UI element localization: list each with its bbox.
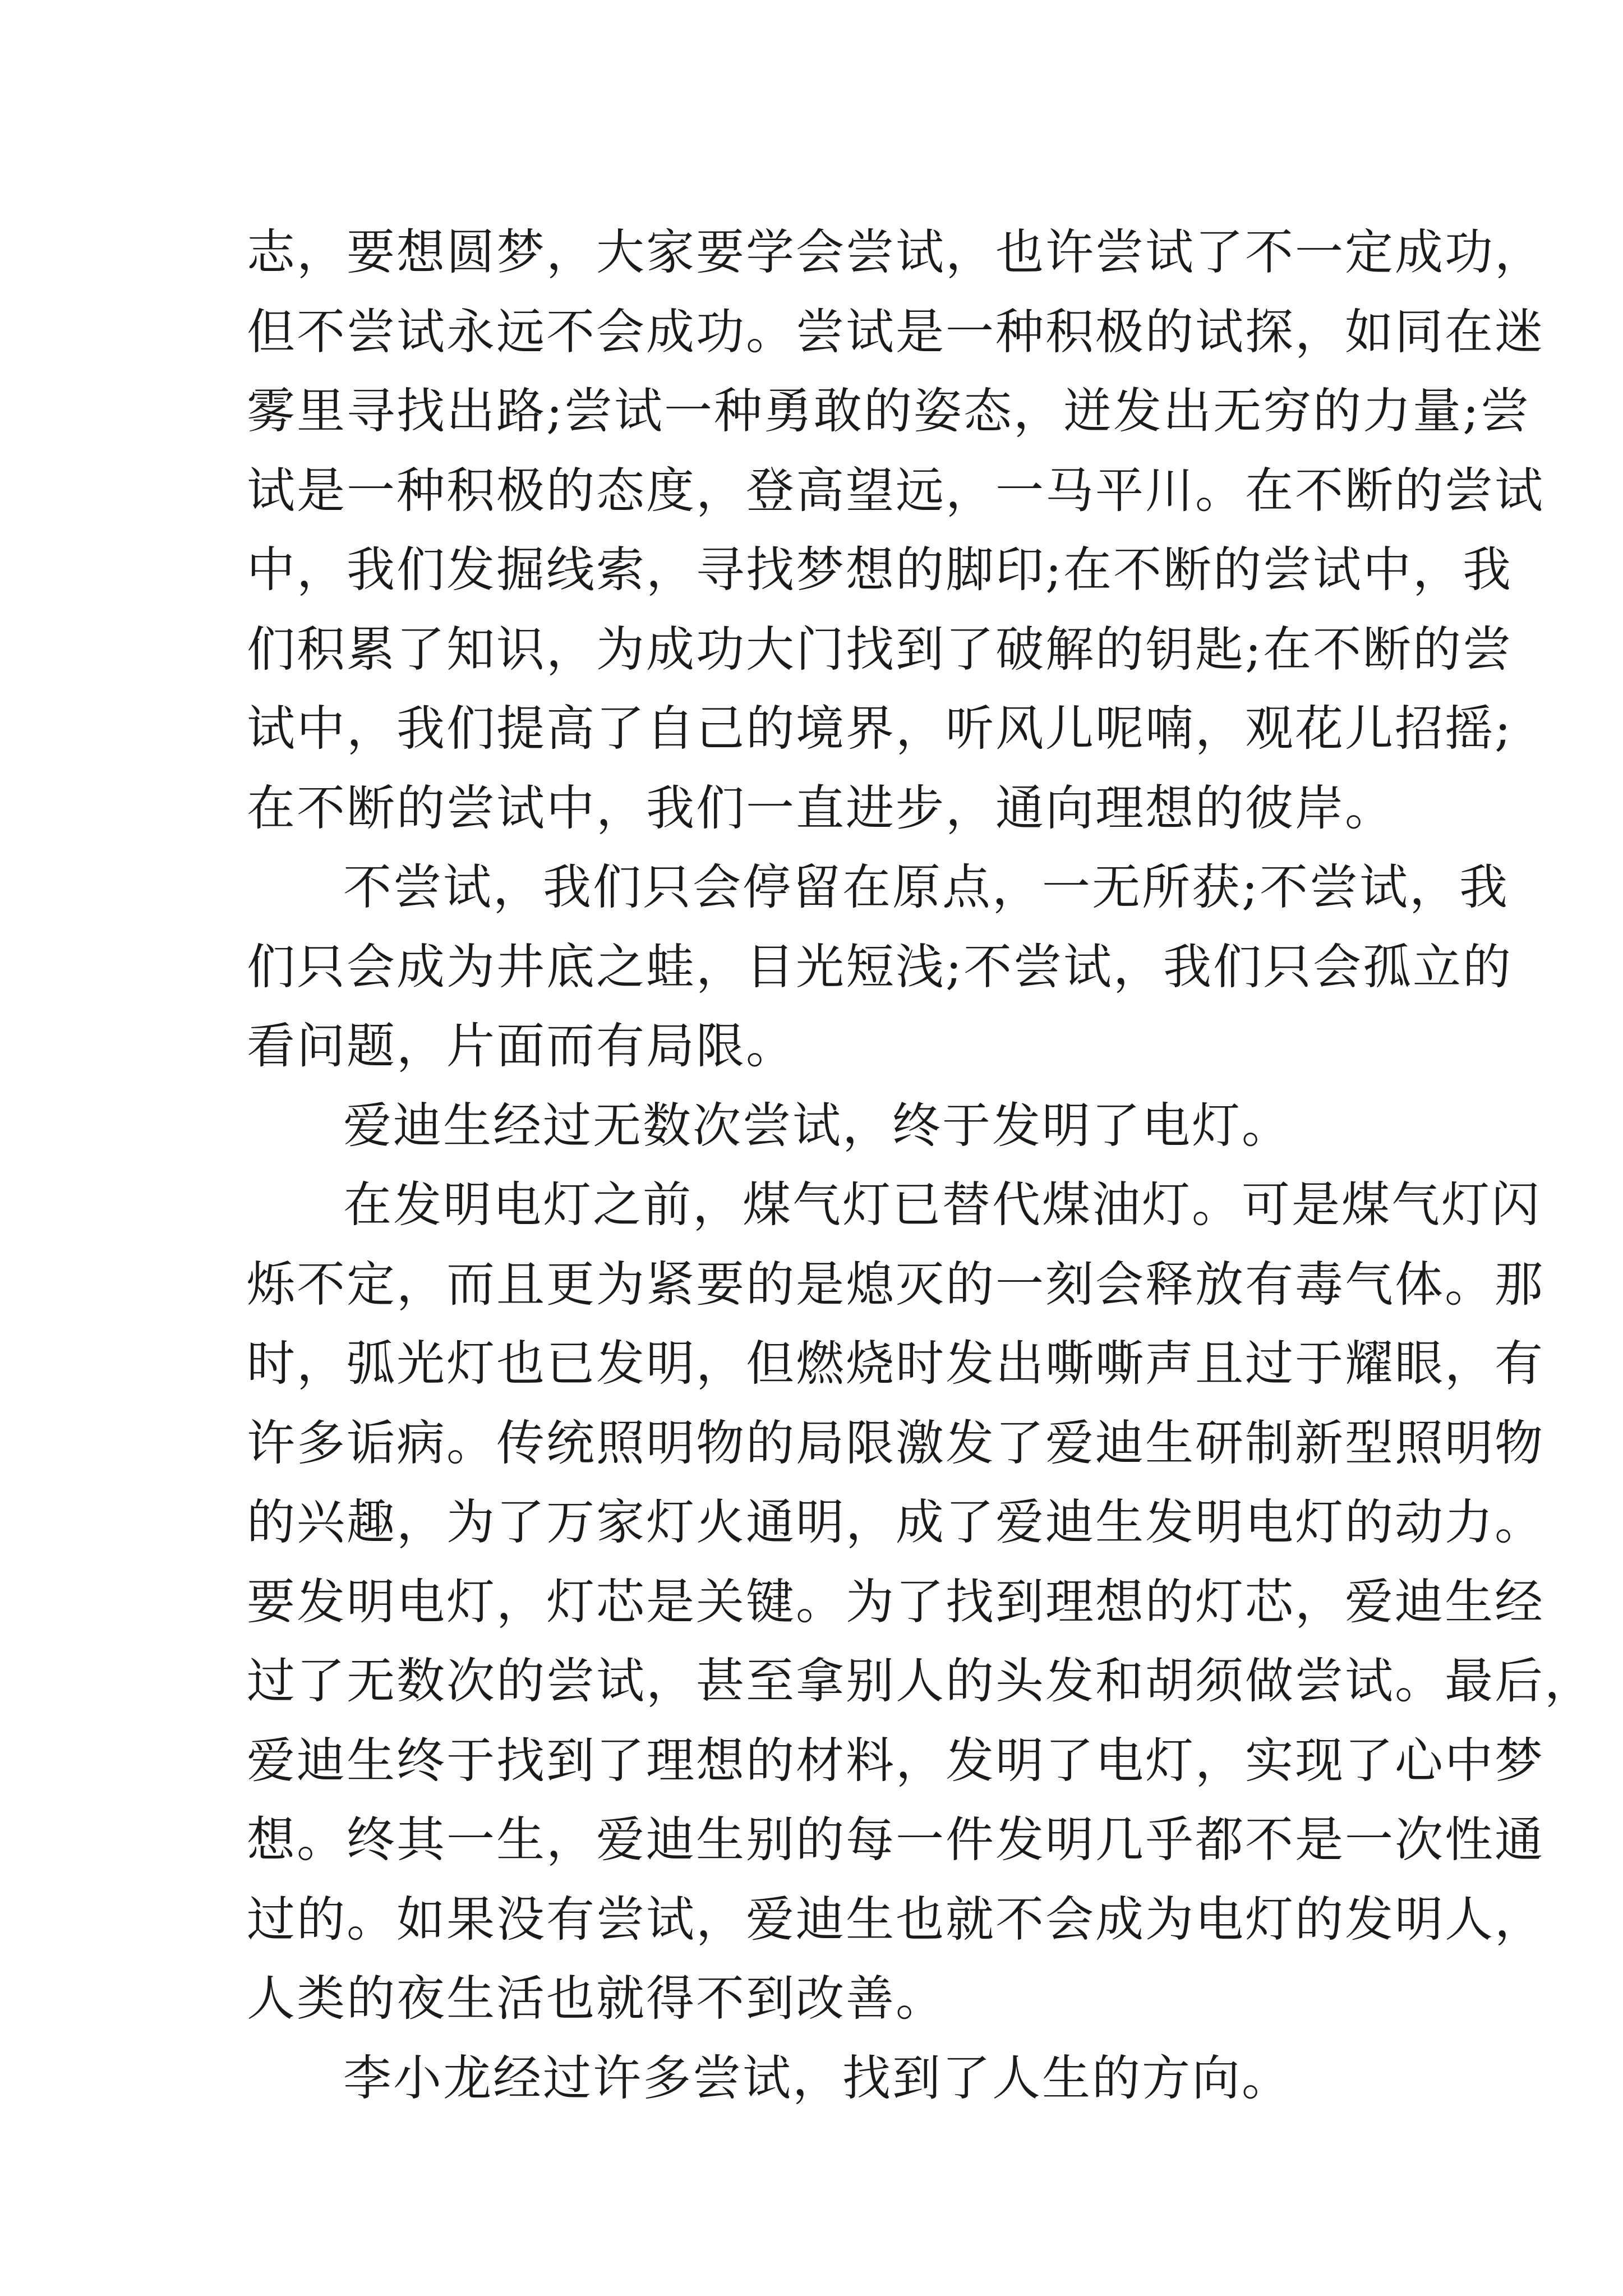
text-line: 志，要想圆梦，大家要学会尝试，也许尝试了不一定成功， — [247, 224, 1544, 280]
text-line: 要发明电灯，灯芯是关键。为了找到理想的灯芯，爱迪生经 — [247, 1573, 1544, 1630]
text-line: 想。终其一生，爱迪生别的每一件发明几乎都不是一次性通 — [247, 1812, 1544, 1868]
document-body — [247, 213, 1594, 2118]
text-line: 试中，我们提高了自己的境界，听风儿呢喃，观花儿招摇; — [247, 701, 1513, 757]
text-line: 的兴趣，为了万家灯火通明，成了爱迪生发明电灯的动力。 — [247, 1494, 1544, 1550]
paragraph-3 — [247, 1087, 1408, 1166]
text-line: 爱迪生终于找到了理想的材料，发明了电灯，实现了心中梦 — [247, 1732, 1544, 1789]
text-line: 爱迪生经过无数次尝试，终于发明了电灯。 — [343, 1097, 1292, 1154]
text-line: 烁不定，而且更为紧要的是熄灭的一刻会释放有毒气体。那 — [247, 1256, 1544, 1313]
text-line: 中，我们发掘线索，寻找梦想的脚印;在不断的尝试中，我 — [247, 542, 1513, 598]
text-line: 们积累了知识，为成功大门找到了破解的钥匙;在不断的尝 — [247, 621, 1513, 678]
paragraph-4 — [247, 1166, 1594, 2039]
text-line: 许多诟病。传统照明物的局限激发了爱迪生研制新型照明物 — [247, 1415, 1544, 1471]
text-line: 雾里寻找出路;尝试一种勇敢的姿态，迸发出无穷的力量;尝 — [247, 383, 1530, 439]
text-line: 过的。如果没有尝试，爱迪生也就不会成为电灯的发明人， — [247, 1891, 1544, 1948]
text-line: 过了无数次的尝试，甚至拿别人的头发和胡须做尝试。最后， — [247, 1653, 1594, 1709]
text-line: 在发明电灯之前，煤气灯已替代煤油灯。可是煤气灯闪 — [343, 1177, 1541, 1233]
paragraph-5 — [247, 2039, 1408, 2119]
text-line: 人类的夜生活也就得不到改善。 — [247, 1971, 946, 2027]
text-line: 不尝试，我们只会停留在原点，一无所获;不尝试，我 — [343, 859, 1509, 915]
text-line: 试是一种积极的态度，登高望远，一马平川。在不断的尝试 — [247, 462, 1544, 519]
text-line: 在不断的尝试中，我们一直进步，通向理想的彼岸。 — [247, 780, 1395, 836]
paragraph-2 — [247, 848, 1513, 1087]
text-line: 们只会成为井底之蛙，目光短浅;不尝试，我们只会孤立的 — [247, 938, 1513, 995]
paragraph-1 — [247, 213, 1544, 848]
text-line: 时，弧光灯也已发明，但燃烧时发出嘶嘶声且过于耀眼，有 — [247, 1336, 1544, 1392]
text-line: 但不尝试永远不会成功。尝试是一种积极的试探，如同在迷 — [247, 303, 1544, 360]
text-line: 看问题，片面而有局限。 — [247, 1018, 796, 1074]
text-line: 李小龙经过许多尝试，找到了人生的方向。 — [343, 2050, 1292, 2106]
